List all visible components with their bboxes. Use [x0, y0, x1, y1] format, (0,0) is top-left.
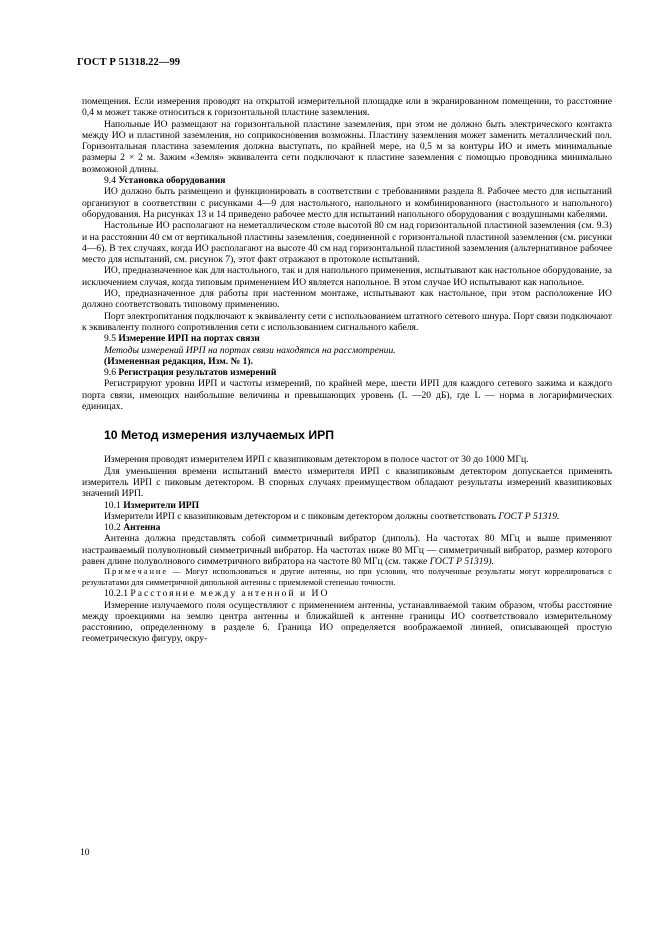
- subsection-title: Измерители ИРП: [123, 499, 200, 511]
- subsection-number: 10.1: [104, 499, 121, 511]
- subsection-title: Регистрация результатов измерений: [118, 367, 277, 379]
- note-text: — Могут использоваться и другие антенны, но при условии, что полученные результаты могут коррелироваться с результатами для симметричной дипольной антенны с приемлемой степенью точности.: [82, 567, 612, 587]
- page-number: 10: [80, 847, 90, 858]
- paragraph-10-2: Для уменьшения времени испытаний вместо измерителя ИРП с квазипиковым детектором допускается применять измеритель ИРП с пиковым детектором. В спорных случаях преимуществом обладают результаты измерений квазипиковых значений ИРП.: [82, 465, 612, 500]
- subsection-title: Установка оборудования: [118, 175, 226, 187]
- subsection-number: 9.6: [104, 367, 116, 379]
- note: [82, 567, 612, 588]
- paragraph-10-1-text: [82, 511, 612, 522]
- paragraph-floor-eut: Напольные ИО размещают на горизонтальной пластине заземления, при этом не должно быть электрического контакта между ИО и пластиной заземления, но соприкосновения возможны. Пластину заземления может заменить металлический пол. Горизонтальная пластина заземления должна выступать, по крайней мере, на 0,5 м за контуры ИО и иметь минимальные размеры 2 × 2 м. Зажим «Земля» эквивалента сети подключают к пластине заземления с помощью проводника минимально возможной длины.: [82, 118, 612, 175]
- paragraph-continuation: помещения. Если измерения проводят на открытой измерительной площадке или в экранированном помещении, то расстояние 0,4 м может также относиться к горизонтальной пластине заземления.: [82, 96, 612, 119]
- section-10-heading: 10 Метод измерения излучаемых ИРП: [104, 428, 334, 443]
- paragraph-9-4-4: ИО, предназначенное для работы при настенном монтаже, испытывают как настольное, при этом расположение ИО должно соответствовать типовому применению.: [82, 288, 612, 311]
- subsection-9-4-heading: [82, 175, 612, 186]
- paragraph-10-2-1: Измерение излучаемого поля осуществляют с применением антенны, устанавливаемой таким образом, чтобы расстояние между проекциями на землю центра антенны и ближайшей к антенне границы ИО соответствовало измерительному расстоянию, определенному в разделе 6. Граница ИО определяется воображаемой линией, описывающей простую геометрическую фигуру, окру-: [82, 599, 612, 645]
- paragraph-text: Измерители ИРП с квазипиковым детектором и с пиковым детектором должны соответствовать: [104, 510, 496, 522]
- subsection-9-6-heading: [82, 367, 612, 378]
- paragraph-9-4-5: Порт электропитания подключают к эквиваленту сети с использованием штатного сетевого шнура. Порт связи подключают к эквиваленту полного сопротивления сети с использованием сигнального кабеля.: [82, 310, 612, 333]
- paragraph-9-4-3: ИО, предназначенное как для настольного, так и для напольного применения, испытывают как настольное оборудование, за исключением случая, когда типовым применением ИО является напольное. В этом случае ИО испытывают как напольное.: [82, 265, 612, 288]
- subsection-number: 9.4: [104, 175, 116, 187]
- subsection-number: 10.2: [104, 522, 121, 534]
- paragraph-text: Антенна должна представлять собой симметричный вибратор (диполь). На частотах 80 МГц и выше применяют настраиваемый полуволновый симметричный вибратор. На частотах ниже 80 МГц — симметричный вибратор, размер которого равен длине полуволнового симметричного вибратора на частоте 80 МГц (см. также: [82, 533, 612, 567]
- document-body: [82, 96, 612, 645]
- subsection-10-2-heading: [82, 522, 612, 533]
- subsection-title: Антенна: [123, 522, 161, 534]
- paragraph-10-2-text: [82, 533, 612, 567]
- subsection-title: Расстояние между антенной и ИО: [130, 588, 330, 600]
- note-label: Примечание: [104, 567, 169, 577]
- paragraph-9-4-2: Настольные ИО располагают на неметаллическом столе высотой 80 см над горизонтальной пластиной заземления (см. 9.3) и на расстоянии 40 см от вертикальной пластины заземления, соединенной с горизонтальной пластиной заземления (см. рисунки 4—6). В тех случаях, когда ИО располагают на высоте 40 см над горизонтальной пластиной заземления (альтернативное рабочее место для испытаний, см. рисунок 7), этот факт отражают в протоколе испытаний.: [82, 220, 612, 266]
- subsection-title: Измерение ИРП на портах связи: [118, 333, 260, 345]
- document-header: ГОСТ Р 51318.22—99: [77, 57, 181, 68]
- paragraph-9-5-italic: Методы измерений ИРП на портах связи находятся на рассмотрении.: [104, 344, 396, 356]
- edition-note: (Измененная редакция, Изм. № 1).: [104, 355, 254, 367]
- standard-reference: ГОСТ Р 51319.: [498, 510, 560, 522]
- subsection-10-1-heading: [82, 500, 612, 511]
- subsection-number: 10.2.1: [104, 588, 128, 600]
- subsection-9-5-heading: [82, 333, 612, 344]
- paragraph-9-4-1: ИО должно быть размещено и функционировать в соответствии с требованиями раздела 8. Рабочее место для испытаний организуют в соответствии с рисунками 4—9 для настольного, напольного и комбинированного (настольного и напольного) оборудования. На рисунках 13 и 14 приведено рабочее место для испытаний напольного оборудования с воздушными кабелями.: [82, 186, 612, 220]
- subsection-number: 9.5: [104, 333, 116, 345]
- paragraph-9-6: Регистрируют уровни ИРП и частоты измерений, по крайней мере, шести ИРП для каждого сетевого зажима и каждого порта связи, имеющих наибольшие величины и превышающих уровень (L —20 дБ), где L — норма в логарифмических единицах.: [82, 378, 612, 413]
- subsection-10-2-1-heading: [82, 588, 612, 599]
- paragraph-10-1: Измерения проводят измерителем ИРП с квазипиковым детектором в полосе частот от 30 до 1000 МГц.: [104, 454, 529, 466]
- standard-reference: ГОСТ Р 51319).: [429, 555, 494, 567]
